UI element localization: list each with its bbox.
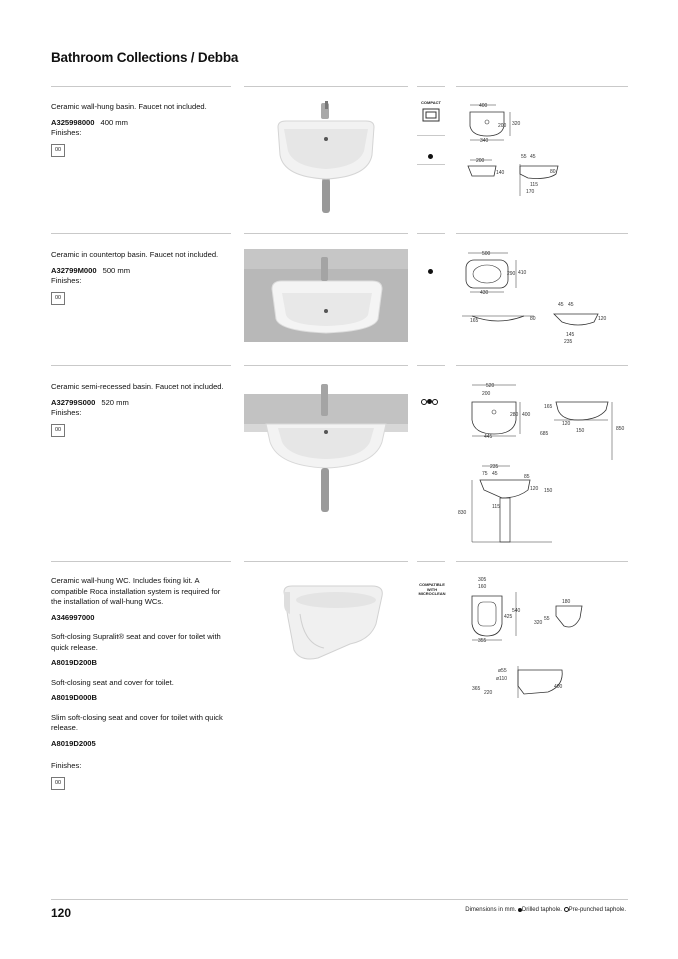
footer-note-text: Drilled taphole. [521, 907, 562, 914]
dimension-drawing-countertop-basin [458, 248, 608, 348]
product-description: Ceramic in countertop basin. Faucet not included. [51, 250, 219, 259]
page-number: 120 [51, 906, 72, 920]
finishes-label: Finishes: [51, 408, 82, 417]
dim-label: 410 [518, 270, 527, 276]
dim-label: 850 [616, 426, 625, 432]
divider [244, 233, 408, 234]
dim-label: 200 [482, 391, 491, 397]
product-description-block [51, 250, 231, 305]
dim-label: 140 [496, 170, 505, 176]
drilled-taphole-icon [428, 154, 433, 159]
dim-label: 150 [576, 428, 585, 434]
product-description-block [51, 576, 231, 790]
dim-label: 320 [512, 121, 521, 127]
dim-label: 120 [598, 316, 607, 322]
dim-label: 430 [480, 290, 489, 296]
dim-label: 340 [480, 138, 489, 144]
divider [417, 365, 445, 366]
product-size: 400 mm [100, 117, 128, 127]
compact-icon [422, 108, 440, 122]
dim-label: 235 [490, 464, 499, 470]
divider [456, 233, 628, 234]
dim-label: 145 [566, 332, 575, 338]
product-description: Ceramic semi-recessed basin. Faucet not included. [51, 382, 224, 391]
divider [51, 233, 231, 234]
divider [456, 561, 628, 562]
dim-label: 520 [486, 383, 495, 389]
finish-swatch: 00 [51, 292, 65, 305]
dim-label: 85 [524, 474, 530, 480]
dim-label: 180 [562, 599, 571, 605]
product-code: A346997000 [51, 612, 95, 622]
dim-label: 45 [568, 302, 574, 308]
footer-note-text: Dimensions in mm. [465, 907, 517, 914]
dim-label: 55 [521, 154, 527, 160]
dim-label: 115 [530, 182, 538, 188]
accessory-description: Slim soft-closing seat and cover for toilet with quick release. [51, 712, 223, 732]
dim-label: 80 [550, 169, 556, 175]
finish-swatch: 00 [51, 777, 65, 790]
product-size: 520 mm [101, 397, 129, 407]
dim-label: 200 [476, 158, 485, 164]
divider [417, 233, 445, 234]
dim-label: 170 [526, 189, 535, 195]
divider [244, 561, 408, 562]
product-code: A32799M000 [51, 265, 97, 275]
product-photo-countertop-basin [244, 249, 408, 342]
divider [417, 135, 445, 136]
product-size: 500 mm [102, 265, 131, 275]
divider [51, 365, 231, 366]
divider [417, 561, 445, 562]
dim-label: 55 [544, 616, 550, 622]
dim-label: 540 [512, 608, 521, 614]
finishes-label: Finishes: [51, 128, 82, 137]
dim-label: 220 [484, 690, 493, 696]
product-description: Ceramic wall-hung basin. Faucet not included. [51, 102, 207, 111]
footer-note-text: Pre-punched taphole. [568, 907, 626, 914]
dim-label: 400 [522, 412, 531, 418]
dim-label: 45 [530, 154, 536, 160]
dim-label: 320 [534, 620, 543, 626]
dim-label: 165 [470, 318, 479, 324]
taphole-indicator [421, 393, 438, 411]
dim-label: 685 [540, 431, 549, 437]
dim-label: 445 [484, 434, 493, 440]
divider [51, 86, 231, 87]
dim-label: 45 [492, 471, 498, 477]
accessory-code: A8019D2005 [51, 738, 96, 748]
dim-label: 305 [478, 577, 487, 583]
finish-swatch: 00 [51, 424, 65, 437]
product-code: A32799S000 [51, 397, 96, 407]
product-description: Ceramic wall-hung WC. Includes fixing kit. A compatible Roca installation system is required for the installation of wall-hung WCs. [51, 576, 221, 606]
dim-label: 400 [554, 684, 563, 690]
dim-label: 830 [458, 510, 467, 516]
dimension-drawing-wall-hung-basin [458, 100, 568, 200]
drilled-taphole-icon [428, 269, 433, 274]
accessory-description: Soft-closing seat and cover for toilet. [51, 677, 174, 687]
divider [244, 86, 408, 87]
taphole-indicator [428, 263, 433, 281]
product-code: A325998000 [51, 117, 95, 127]
dimension-drawing-wall-hung-wc [458, 574, 608, 704]
dim-label: 365 [472, 686, 481, 692]
compact-badge [418, 101, 444, 123]
accessory-code: A8019D000B [51, 693, 98, 702]
dim-label: 500 [482, 251, 491, 257]
dim-label: 200 [498, 123, 507, 129]
dimension-drawing-semi-recessed-basin [458, 380, 628, 550]
page-title: Bathroom Collections / Debba [51, 50, 239, 65]
accessory-description: Soft-closing Supralit® seat and cover for toilet with quick release. [51, 632, 221, 652]
finishes-label: Finishes: [51, 276, 82, 285]
dim-label: 280 [510, 412, 519, 418]
divider [456, 86, 628, 87]
dim-label: 150 [544, 488, 553, 494]
finishes-label: Finishes: [51, 761, 82, 770]
dim-label: 115 [492, 504, 500, 510]
product-photo-semi-recessed-basin [244, 380, 408, 515]
divider [456, 365, 628, 366]
divider [244, 365, 408, 366]
pre-punched-taphole-icon [432, 399, 438, 405]
product-description-block [51, 102, 231, 157]
footer-note [465, 907, 626, 913]
dim-label: 120 [530, 486, 539, 492]
footer-divider [51, 899, 628, 900]
dim-label: 400 [479, 103, 488, 109]
dim-label: 355 [478, 638, 487, 644]
dim-label: 425 [504, 614, 513, 620]
product-description-block [51, 382, 231, 437]
product-photo-wall-hung-wc [244, 574, 408, 674]
dim-label: 165 [544, 404, 553, 410]
dim-label: ø55 [498, 668, 507, 674]
divider [417, 86, 445, 87]
dim-label: 75 [482, 471, 488, 477]
accessory-code: A8019D200B [51, 658, 98, 667]
dim-label: 45 [558, 302, 564, 308]
dim-label: 160 [478, 584, 487, 590]
dim-label: 235 [564, 339, 573, 345]
dim-label: 120 [562, 421, 571, 427]
product-photo-wall-hung-basin [244, 97, 408, 219]
divider [51, 561, 231, 562]
divider [417, 164, 445, 165]
microclean-badge: COMPATIBLE WITH MICROCLEAN [418, 582, 446, 596]
dim-label: ø110 [496, 676, 508, 682]
dim-label: 290 [507, 271, 516, 277]
compact-badge-label: COMPACT [421, 100, 441, 105]
finish-swatch: 00 [51, 144, 65, 157]
dim-label: 80 [530, 316, 536, 322]
